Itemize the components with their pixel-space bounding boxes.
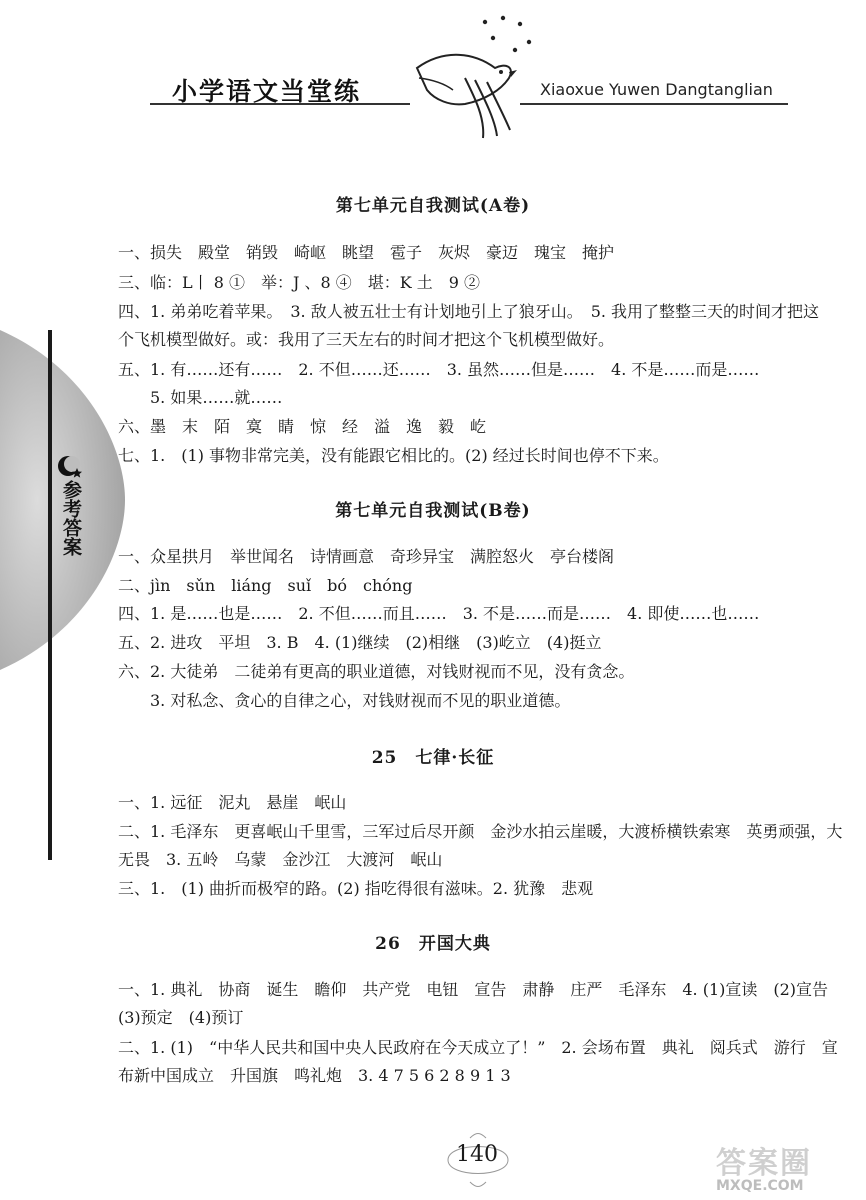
answer-line: 六、2. 大徒弟 二徒弟有更高的职业道德，对钱财视而不见，没有贪念。 <box>118 662 635 681</box>
answer-line: 五、2. 进攻 平坦 3. B 4. (1)继续 (2)相继 (3)屹立 (4)挺立 <box>118 633 602 652</box>
answer-line: 二、jìn sǔn liáng suǐ bó chóng <box>118 576 413 595</box>
answer-line: 个飞机模型做好。或：我用了三天左右的时间才把这个飞机模型做好。 <box>118 330 615 349</box>
side-tab-label: 参考答案 <box>60 480 82 556</box>
crescent-star-icon <box>56 452 84 480</box>
answer-line: 二、1. (1) “中华人民共和国中央人民政府在今天成立了！” 2. 会场布置 典礼 阅兵式 游行 宣 <box>118 1038 838 1057</box>
page-number: 140 <box>456 1142 498 1167</box>
answer-line: 3. 对私念、贪心的自律之心，对钱财视而不见的职业道德。 <box>150 691 571 710</box>
site-watermark <box>716 1138 856 1198</box>
section-title: 第七单元自我测试(B卷) <box>335 501 531 521</box>
watermark-logo: 答案圈 <box>716 1146 812 1181</box>
section-title: 25 七律·长征 <box>371 748 495 768</box>
answer-line: 四、1. 是……也是…… 2. 不但……而且…… 3. 不是……而是…… 4. 即使……也…… <box>118 604 760 623</box>
answer-line: 六、墨 末 陌 寞 睛 惊 经 溢 逸 毅 屹 <box>118 417 487 436</box>
answer-line: 一、损失 殿堂 销毁 崎岖 眺望 雹子 灰烬 豪迈 瑰宝 掩护 <box>118 243 615 262</box>
answer-line: 三、临：L丨 8 ① 举：J 、8 ④ 堪：K 土 9 ② <box>118 273 481 292</box>
answer-line: (3)预定 (4)预订 <box>118 1008 244 1027</box>
answer-line: 无畏 3. 五岭 乌蒙 金沙江 大渡河 岷山 <box>118 850 443 869</box>
page-header <box>0 0 866 150</box>
answer-line: 七、1. (1) 事物非常完美，没有能跟它相比的。(2) 经过长时间也停不下来。 <box>118 446 669 465</box>
answer-line: 一、1. 典礼 协商 诞生 瞻仰 共产党 电钮 宣告 肃静 庄严 毛泽东 4. (1)宣读 (2)宣告 <box>118 980 829 999</box>
answer-line: 三、1. (1) 曲折而极窄的路。(2) 指吃得很有滋味。2. 犹豫 悲观 <box>118 879 594 898</box>
dove-icon <box>405 8 545 143</box>
answer-line: 一、众星拱月 举世闻名 诗情画意 奇珍异宝 满腔怒火 亭台楼阁 <box>118 547 615 566</box>
answer-line: 布新中国成立 升国旗 鸣礼炮 3. 4 7 5 6 2 8 9 1 3 <box>118 1066 511 1085</box>
book-title-pinyin: Xiaoxue Yuwen Dangtanglian <box>540 80 773 99</box>
header-rule-right <box>520 103 788 105</box>
answer-line: 二、1. 毛泽东 更喜岷山千里雪，三军过后尽开颜 金沙水拍云崖暖，大渡桥横铁索寒 英勇顽强，大 <box>118 822 843 841</box>
section-title: 第七单元自我测试(A卷) <box>335 196 531 216</box>
answer-line: 四、1. 弟弟吃着苹果。 3. 敌人被五壮士有计划地引上了狼牙山。 5. 我用了整整三天的时间才把这 <box>118 302 820 321</box>
watermark-url: MXQE.COM <box>716 1178 804 1194</box>
book-title-chinese: 小学语文当堂练 <box>172 77 362 106</box>
side-tab-bar <box>48 330 52 860</box>
answer-line: 五、1. 有……还有…… 2. 不但……还…… 3. 虽然……但是…… 4. 不是……而是…… <box>118 360 760 379</box>
section-title: 26 开国大典 <box>375 934 491 954</box>
answer-line: 5. 如果……就…… <box>150 388 283 407</box>
answer-line: 一、1. 远征 泥丸 悬崖 岷山 <box>118 793 347 812</box>
